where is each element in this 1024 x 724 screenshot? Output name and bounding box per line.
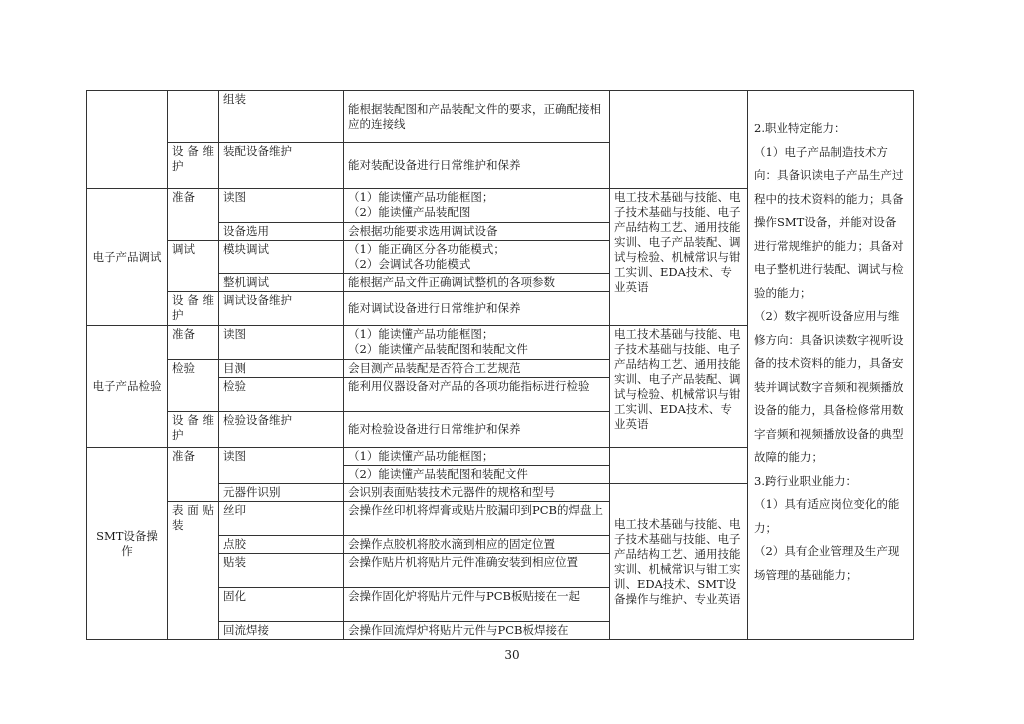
desc-cell: 能对装配设备进行日常维护和保养: [344, 143, 610, 189]
task-cell: 装配设备维护: [219, 143, 344, 189]
desc-cell: 会根据功能要求选用调试设备: [344, 223, 610, 241]
desc-cell: 能利用仪器设备对产品的各项功能指标进行检验: [344, 378, 610, 412]
courses-cell-empty: [610, 448, 748, 484]
task-cell: 回流焊接: [219, 622, 344, 640]
desc-cell: （2）能读懂产品装配图和装配文件: [344, 466, 610, 484]
task-cell: 读图: [219, 448, 344, 484]
module-cell-continued: [87, 91, 168, 189]
stage-cell: 设 备 维护: [168, 143, 219, 189]
page-number: 30: [504, 648, 520, 662]
task-cell: 点胶: [219, 536, 344, 554]
task-cell: 固化: [219, 588, 344, 622]
desc-cell: 能对调试设备进行日常维护和保养: [344, 292, 610, 326]
ability-line: （2）数字视听设备应用与维修方向：具备识读数字视听设备的技术资料的能力，具备安装并调试数字音频和视频播放设备的能力，具备检修常用数字音频和视频播放设备的典型故障的能力；: [754, 309, 904, 464]
task-cell: 设备选用: [219, 223, 344, 241]
task-cell: 读图: [219, 326, 344, 360]
task-cell: 组装: [219, 91, 344, 143]
desc-cell: （1）能读懂产品功能框图；: [344, 448, 610, 466]
stage-cell: 准备: [168, 189, 219, 241]
desc-cell: 能根据产品文件正确调试整机的各项参数: [344, 274, 610, 292]
courses-cell: 电工技术基础与技能、电子技术基础与技能、电子产品结构工艺、通用技能实训、机械常识与钳工实训、EDA技术、SMT设备操作与维护、专业英语: [610, 484, 748, 640]
courses-cell: 电工技术基础与技能、电子技术基础与技能、电子产品结构工艺、通用技能实训、电子产品装配、调试与检验、机械常识与钳工实训、EDA技术、专业英语: [610, 189, 748, 326]
stage-cell: 调试: [168, 241, 219, 292]
desc-cell: 会操作点胶机将胶水滴到相应的固定位置: [344, 536, 610, 554]
stage-cell: 表 面 贴装: [168, 502, 219, 640]
ability-line: 3.跨行业职业能力：: [754, 473, 857, 488]
stage-cell: 准备: [168, 448, 219, 502]
stage-cell: 检验: [168, 360, 219, 412]
table-row: [87, 91, 914, 143]
desc-line: （2）会调试各功能模式: [348, 257, 471, 271]
stage-cell: 设 备 维护: [168, 292, 219, 326]
ability-line: （1）电子产品制造技术方向：具备识读电子产品生产过程中的技术资料的能力；具备操作SMT设备，并能对设备进行常规维护的能力；具备对电子整机进行装配、调试与检验的能力；: [754, 144, 904, 300]
module-cell: 电子产品检验: [87, 326, 168, 448]
task-cell: 目测: [219, 360, 344, 378]
desc-cell: [344, 241, 610, 274]
task-cell: 贴装: [219, 554, 344, 588]
desc-line: （1）能读懂产品功能框图；: [348, 327, 494, 341]
task-cell: 元器件识别: [219, 484, 344, 502]
desc-line: （2）能读懂产品装配图: [348, 205, 471, 219]
task-cell: 调试设备维护: [219, 292, 344, 326]
stage-cell-continued: [168, 91, 219, 143]
task-cell: 丝印: [219, 502, 344, 536]
task-cell: 模块调试: [219, 241, 344, 274]
desc-line: （1）能读懂产品功能框图；: [348, 190, 494, 204]
desc-cell: 会操作丝印机将焊膏或贴片胶漏印到PCB的焊盘上: [344, 502, 610, 536]
desc-cell: 会操作固化炉将贴片元件与PCB板贴接在一起: [344, 588, 610, 622]
desc-cell: 能根据装配图和产品装配文件的要求，正确配接相应的连接线: [344, 91, 610, 143]
stage-cell: 设 备 维护: [168, 412, 219, 448]
courses-cell-continued: [610, 91, 748, 189]
desc-cell: 会识别表面贴装技术元器件的规格和型号: [344, 484, 610, 502]
module-cell: 电子产品调试: [87, 189, 168, 326]
task-cell: 检验设备维护: [219, 412, 344, 448]
abilities-cell: [748, 91, 914, 640]
desc-cell: 能对检验设备进行日常维护和保养: [344, 412, 610, 448]
desc-cell: [344, 189, 610, 223]
desc-line: （2）能读懂产品装配图和装配文件: [348, 342, 528, 356]
module-cell: SMT设备操作: [87, 448, 168, 640]
task-cell: 读图: [219, 189, 344, 223]
stage-cell: 准备: [168, 326, 219, 360]
ability-line: （2）具有企业管理及生产现场管理的基础能力；: [754, 544, 900, 582]
desc-cell: 会操作回流焊炉将贴片元件与PCB板焊接在: [344, 622, 610, 640]
desc-cell: 会目测产品装配是否符合工艺规范: [344, 360, 610, 378]
courses-cell: 电工技术基础与技能、电子技术基础与技能、电子产品结构工艺、通用技能实训、电子产品装配、调试与检验、机械常识与钳工实训、EDA技术、专业英语: [610, 326, 748, 448]
desc-cell: 会操作贴片机将贴片元件准确安装到相应位置: [344, 554, 610, 588]
curriculum-table: [86, 90, 914, 640]
desc-cell: [344, 326, 610, 360]
task-cell: 检验: [219, 378, 344, 412]
ability-line: （1）具有适应岗位变化的能力；: [754, 497, 900, 535]
desc-line: （1）能正确区分各功能模式；: [348, 242, 505, 256]
ability-line: 2.职业特定能力：: [754, 121, 846, 135]
task-cell: 整机调试: [219, 274, 344, 292]
